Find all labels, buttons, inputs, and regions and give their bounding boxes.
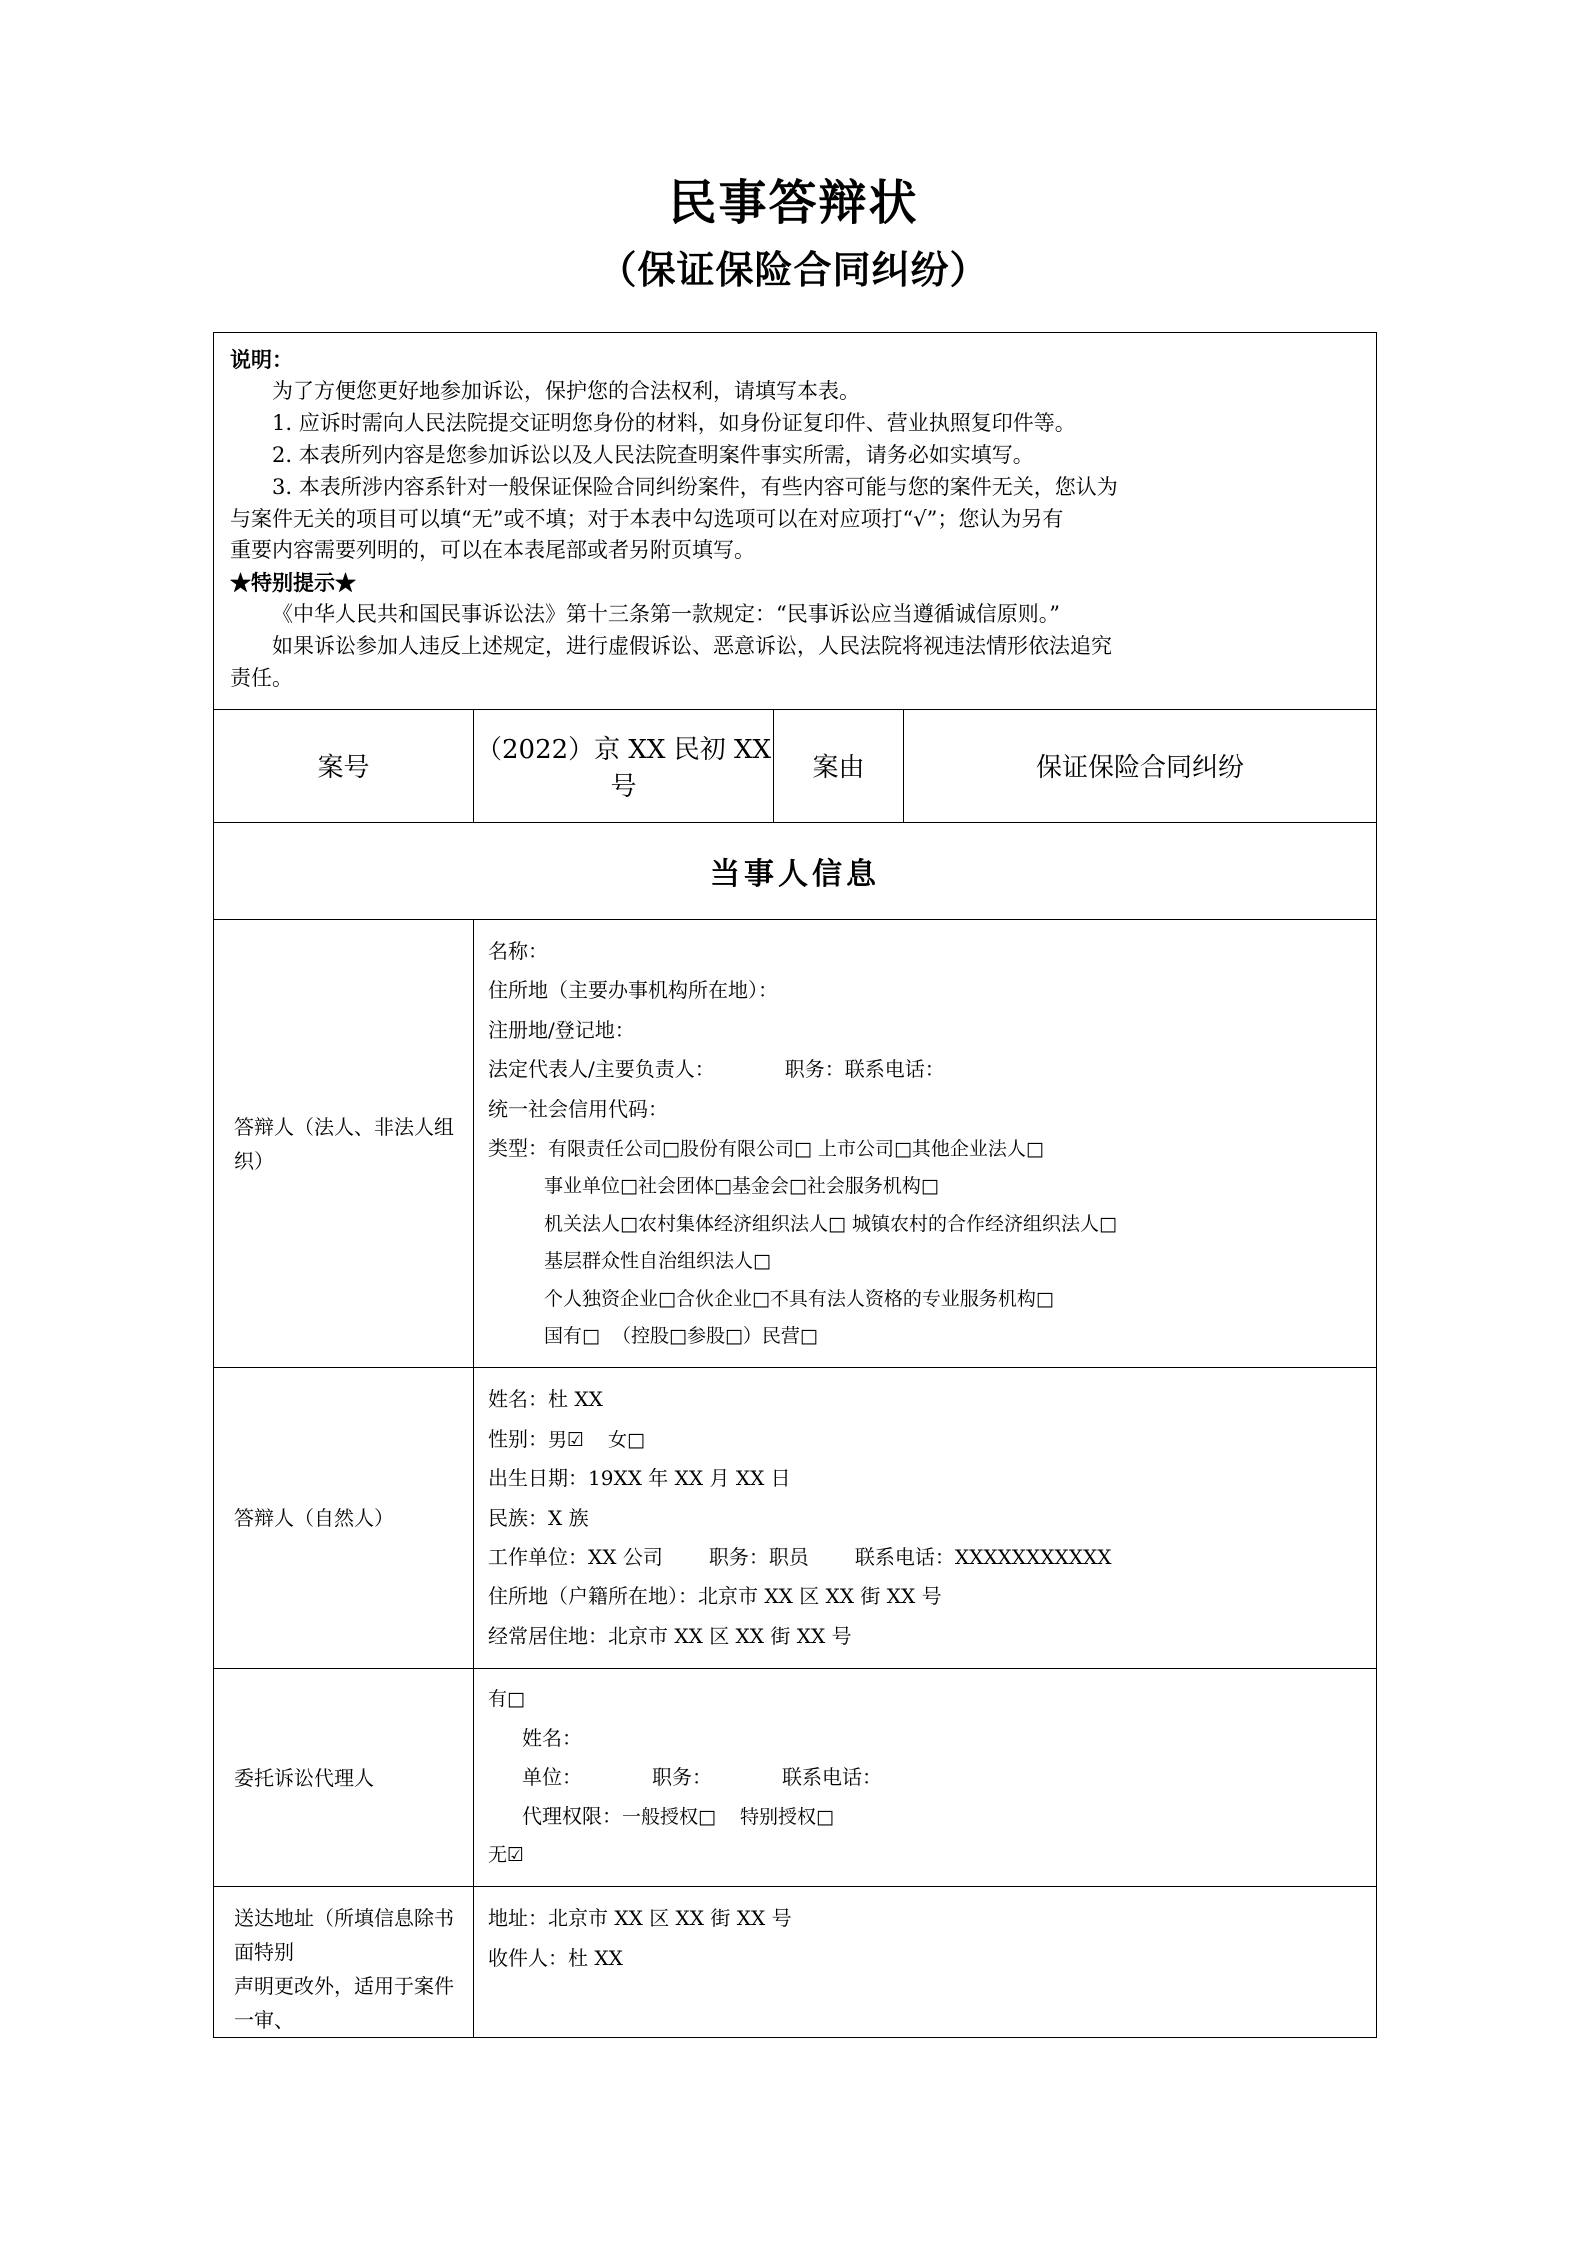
authority-general-checkbox[interactable]: 一般授权□: [622, 1806, 716, 1829]
natural-employer-value[interactable]: XX 公司: [588, 1545, 663, 1570]
notes-heading: 说明：: [230, 347, 293, 372]
natural-name-line: [488, 1380, 1366, 1419]
page-subtitle: （保证保险合同纠纷）: [598, 247, 989, 293]
natural-birth-line: [488, 1459, 1366, 1498]
agent-authority-line: [488, 1797, 1366, 1836]
case-info-row: [214, 709, 1377, 822]
service-address-label-line2: 声明更改外，适用于案件一审、: [234, 1974, 454, 2033]
service-address-value[interactable]: 北京市 XX 区 XX 街 XX 号: [548, 1906, 792, 1931]
service-recipient-value[interactable]: 杜 XX: [568, 1945, 623, 1970]
service-address-field-label: 地址：: [488, 1906, 548, 1931]
natural-position-label: 职务：: [708, 1545, 769, 1570]
agent-name-label: 姓名：: [522, 1725, 582, 1750]
natural-position-value[interactable]: 职员: [768, 1545, 809, 1570]
natural-residence-label: 经常居住地：: [488, 1623, 608, 1648]
legal-type-options-3[interactable]: 基层群众性自治组织法人□: [544, 1250, 771, 1273]
legal-phone-label: 联系电话：: [844, 1057, 945, 1082]
natural-employer-label: 工作单位：: [488, 1545, 588, 1570]
agent-has-checkbox[interactable]: 有□: [488, 1688, 525, 1711]
natural-gender-label: 性别：: [488, 1426, 548, 1451]
natural-birth-label: 出生日期：: [488, 1466, 588, 1491]
form-table: [213, 332, 1377, 2038]
natural-ethnicity-label: 民族：: [488, 1505, 548, 1530]
respondent-natural-fields: [474, 1368, 1377, 1669]
legal-rep-label: 法定代表人/主要负责人：: [488, 1057, 715, 1082]
legal-type-options-1[interactable]: 事业单位□社会团体□基金会□社会服务机构□: [544, 1175, 939, 1198]
agent-fields: [474, 1669, 1377, 1887]
notes-line-4: 与案件无关的项目可以填“无”或不填；对于本表中勾选项可以在对应项打“√”；您认为另有: [230, 506, 1064, 531]
legal-domicile-label: 住所地（主要办事机构所在地）：: [488, 978, 778, 1003]
natural-employer-line: [488, 1538, 1366, 1577]
agent-none-checkbox[interactable]: 无☑: [488, 1843, 525, 1866]
legal-position-label: 职务：: [784, 1057, 845, 1082]
page-title: 民事答辩状: [668, 175, 919, 231]
agent-label: 委托诉讼代理人: [214, 1669, 474, 1887]
natural-birth-value[interactable]: 19XX 年 XX 月 XX 日: [588, 1466, 791, 1491]
natural-phone-label: 联系电话：: [854, 1545, 955, 1570]
gender-female-checkbox[interactable]: 女□: [608, 1428, 645, 1451]
natural-name-label: 姓名：: [488, 1387, 548, 1412]
legal-type-options-2[interactable]: 机关法人□农村集体经济组织法人□ 城镇农村的合作经济组织法人□: [544, 1212, 1117, 1235]
agent-position-label: 职务：: [652, 1765, 712, 1790]
legal-type-options-0[interactable]: 有限责任公司□股份有限公司□ 上市公司□其他企业法人□: [548, 1137, 1044, 1160]
agent-authority-label: 代理权限：: [522, 1804, 622, 1829]
respondent-natural-row: [214, 1368, 1377, 1669]
natural-domicile-label: 住所地（户籍所在地）：: [488, 1584, 698, 1609]
party-info-header: 当事人信息: [214, 822, 1377, 919]
legal-type-label: 类型：: [488, 1135, 548, 1160]
natural-domicile-line: [488, 1577, 1366, 1616]
case-number-label: 案号: [214, 709, 474, 822]
service-recipient-label: 收件人：: [488, 1945, 568, 1970]
notes-row: [214, 333, 1377, 710]
legal-name-label: 名称：: [488, 938, 548, 963]
gender-male-checkbox[interactable]: 男☑: [548, 1428, 585, 1451]
party-info-header-row: [214, 822, 1377, 919]
natural-residence-value[interactable]: 北京市 XX 区 XX 街 XX 号: [608, 1623, 852, 1648]
respondent-legal-fields: [474, 919, 1377, 1367]
natural-name-value[interactable]: 杜 XX: [548, 1387, 603, 1412]
notes-cell: [214, 333, 1377, 710]
special-tip-line-2: 责任。: [230, 666, 293, 691]
legal-registration-label: 注册地/登记地：: [488, 1017, 635, 1042]
agent-unit-line: [488, 1758, 1366, 1797]
agent-row: [214, 1669, 1377, 1887]
legal-credit-code-label: 统一社会信用代码：: [488, 1096, 668, 1121]
case-cause-label: 案由: [774, 709, 904, 822]
respondent-legal-row: [214, 919, 1377, 1367]
natural-ethnicity-line: [488, 1499, 1366, 1538]
legal-type-options-4[interactable]: 个人独资企业□合伙企业□不具有法人资格的专业服务机构□: [544, 1287, 1054, 1310]
natural-phone-value[interactable]: XXXXXXXXXXX: [954, 1545, 1112, 1570]
service-address-label: [214, 1887, 474, 2038]
natural-ethnicity-value[interactable]: X 族: [548, 1505, 589, 1530]
natural-gender-line: [488, 1420, 1366, 1459]
service-address-fields: [474, 1887, 1377, 2038]
notes-line-1: 1. 应诉时需向人民法院提交证明您身份的材料，如身份证复印件、营业执照复印件等。: [272, 410, 1076, 435]
title-block: [0, 0, 1587, 293]
service-recipient-line: [488, 1939, 1366, 1978]
legal-type-options-5[interactable]: 国有□ （控股□参股□）民营□: [544, 1325, 818, 1348]
natural-domicile-value[interactable]: 北京市 XX 区 XX 街 XX 号: [698, 1584, 942, 1609]
service-address-line: [488, 1899, 1366, 1938]
respondent-legal-label: 答辩人（法人、非法人组织）: [214, 919, 474, 1367]
service-address-label-line1: 送达地址（所填信息除书面特别: [234, 1906, 454, 1965]
agent-unit-label: 单位：: [522, 1765, 582, 1790]
special-tip-line-1: 如果诉讼参加人违反上述规定，进行虚假诉讼、恶意诉讼，人民法院将视违法情形依法追究: [272, 634, 1112, 659]
natural-residence-line: [488, 1617, 1366, 1656]
legal-type-line-0: [488, 1129, 1366, 1168]
notes-line-5: 重要内容需要列明的，可以在本表尾部或者另附页填写。: [230, 538, 755, 563]
authority-special-checkbox[interactable]: 特别授权□: [739, 1806, 834, 1829]
agent-phone-label: 联系电话：: [782, 1765, 882, 1790]
respondent-natural-label: 答辩人（自然人）: [214, 1368, 474, 1669]
service-address-row: [214, 1887, 1377, 2038]
notes-line-0: 为了方便您更好地参加诉讼，保护您的合法权利，请填写本表。: [272, 378, 860, 403]
special-tip-heading: ★特别提示★: [230, 570, 356, 596]
legal-rep-line: [488, 1050, 1366, 1089]
case-number-value[interactable]: （2022）京 XX 民初 XX 号: [474, 709, 774, 822]
special-tip-line-0: 《中华人民共和国民事诉讼法》第十三条第一款规定：“民事诉讼应当遵循诚信原则。”: [272, 602, 1060, 627]
notes-line-2: 2. 本表所列内容是您参加诉讼以及人民法院查明案件事实所需，请务必如实填写。: [272, 442, 1034, 467]
notes-line-3: 3. 本表所涉内容系针对一般保证保险合同纠纷案件，有些内容可能与您的案件无关，您认为: [272, 474, 1118, 499]
case-cause-value[interactable]: 保证保险合同纠纷: [904, 709, 1377, 822]
